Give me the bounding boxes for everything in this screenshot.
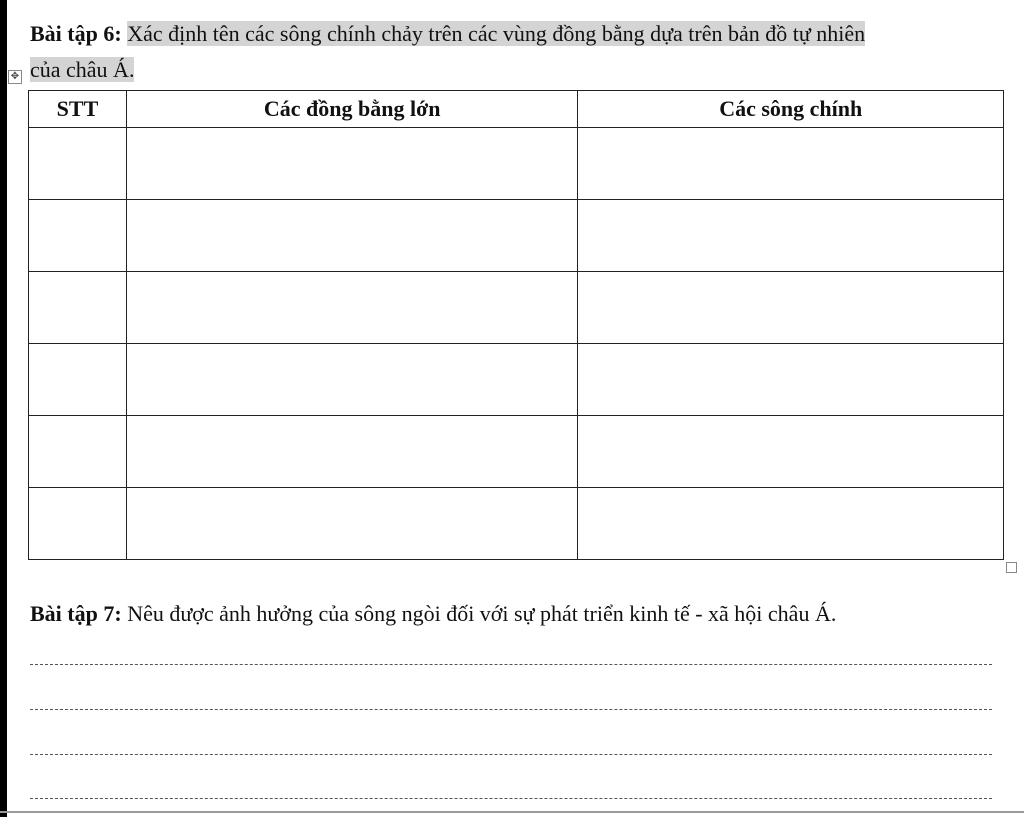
move-icon[interactable]: ✥ — [8, 70, 22, 84]
table-cell[interactable] — [126, 416, 578, 488]
left-window-edge — [0, 0, 7, 817]
answer-line[interactable] — [30, 754, 992, 755]
table-cell[interactable] — [578, 200, 1004, 272]
answer-line[interactable] — [30, 664, 992, 665]
page-bottom-edge — [0, 811, 1024, 813]
exercise-6-line-2 — [30, 54, 134, 86]
answer-line[interactable] — [30, 798, 992, 799]
table-cell[interactable] — [29, 344, 127, 416]
answer-table — [28, 90, 1004, 560]
table-cell[interactable] — [29, 488, 127, 560]
exercise-6-text-line-2: của châu Á. — [30, 57, 135, 82]
table-row — [29, 344, 1004, 416]
header-stt: STT — [29, 91, 127, 128]
table-row — [29, 200, 1004, 272]
resize-icon[interactable] — [1006, 562, 1017, 573]
table-cell[interactable] — [29, 128, 127, 200]
exercise-6-text-line-1: Xác định tên các sông chính chảy trên các vùng đồng bằng dựa trên bản đồ tự nhiên — [127, 21, 866, 46]
table-cell[interactable] — [578, 272, 1004, 344]
table-header-row — [29, 91, 1004, 128]
table-row — [29, 272, 1004, 344]
table-cell[interactable] — [126, 272, 578, 344]
exercise-7-text: Nêu được ảnh hưởng của sông ngòi đối với sự phát triển kinh tế - xã hội châu Á. — [127, 601, 837, 626]
table-cell[interactable] — [126, 128, 578, 200]
table-row — [29, 128, 1004, 200]
header-rivers: Các sông chính — [578, 91, 1004, 128]
table-cell[interactable] — [126, 200, 578, 272]
table-cell[interactable] — [29, 272, 127, 344]
exercise-7-label: Bài tập 7: — [30, 601, 122, 626]
table-cell[interactable] — [126, 344, 578, 416]
table-row — [29, 416, 1004, 488]
table-cell[interactable] — [578, 128, 1004, 200]
table-cell[interactable] — [578, 416, 1004, 488]
exercise-6-line-1 — [30, 18, 865, 50]
header-plains: Các đồng bằng lớn — [126, 91, 578, 128]
table-cell[interactable] — [578, 344, 1004, 416]
table-cell[interactable] — [126, 488, 578, 560]
answer-line[interactable] — [30, 709, 992, 710]
table-cell[interactable] — [578, 488, 1004, 560]
exercise-6-label: Bài tập 6: — [30, 21, 122, 46]
exercise-7-line — [30, 598, 836, 630]
table-row — [29, 488, 1004, 560]
table-cell[interactable] — [29, 200, 127, 272]
table-cell[interactable] — [29, 416, 127, 488]
